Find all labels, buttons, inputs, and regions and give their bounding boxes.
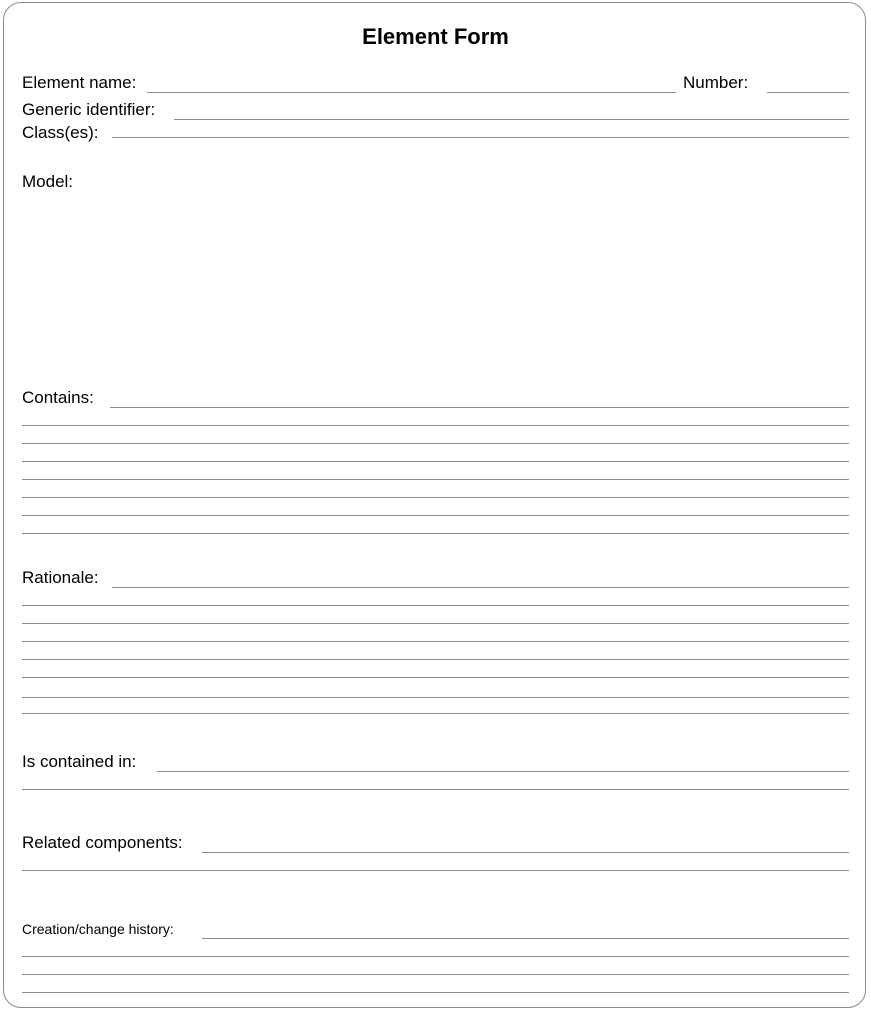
- related-components-label: Related components:: [22, 833, 183, 852]
- contains-field[interactable]: [110, 407, 849, 408]
- form-border: [3, 2, 866, 1008]
- model-area[interactable]: [22, 195, 849, 375]
- is-contained-in-field[interactable]: [157, 771, 849, 772]
- rationale-line[interactable]: [22, 623, 849, 624]
- contains-line[interactable]: [22, 479, 849, 480]
- number-label: Number:: [683, 73, 749, 92]
- element-name-label: Element name:: [22, 73, 137, 92]
- rationale-line[interactable]: [22, 713, 849, 714]
- creation-change-history-line[interactable]: [22, 974, 849, 975]
- generic-identifier-label: Generic identifier:: [22, 100, 156, 119]
- related-components-field[interactable]: [202, 852, 849, 853]
- rationale-line[interactable]: [22, 659, 849, 660]
- classes-label: Class(es):: [22, 123, 99, 142]
- element-name-field[interactable]: [147, 92, 676, 93]
- contains-line[interactable]: [22, 461, 849, 462]
- generic-identifier-field[interactable]: [174, 119, 849, 120]
- related-components-line[interactable]: [22, 870, 849, 871]
- rationale-line[interactable]: [22, 605, 849, 606]
- model-label: Model:: [22, 172, 74, 191]
- creation-change-history-label: Creation/change history:: [22, 921, 174, 937]
- rationale-line[interactable]: [22, 697, 849, 698]
- is-contained-in-line[interactable]: [22, 789, 849, 790]
- creation-change-history-line[interactable]: [22, 992, 849, 993]
- number-field[interactable]: [767, 92, 849, 93]
- rationale-label: Rationale:: [22, 568, 99, 587]
- rationale-field[interactable]: [112, 587, 849, 588]
- contains-line[interactable]: [22, 497, 849, 498]
- classes-field[interactable]: [112, 137, 849, 138]
- form-title: Element Form: [362, 24, 509, 49]
- contains-line[interactable]: [22, 533, 849, 534]
- contains-line[interactable]: [22, 425, 849, 426]
- rationale-line[interactable]: [22, 677, 849, 678]
- creation-change-history-field[interactable]: [202, 938, 849, 939]
- rationale-line[interactable]: [22, 641, 849, 642]
- is-contained-in-label: Is contained in:: [22, 752, 137, 771]
- contains-line[interactable]: [22, 443, 849, 444]
- contains-label: Contains:: [22, 388, 94, 407]
- contains-line[interactable]: [22, 515, 849, 516]
- creation-change-history-line[interactable]: [22, 956, 849, 957]
